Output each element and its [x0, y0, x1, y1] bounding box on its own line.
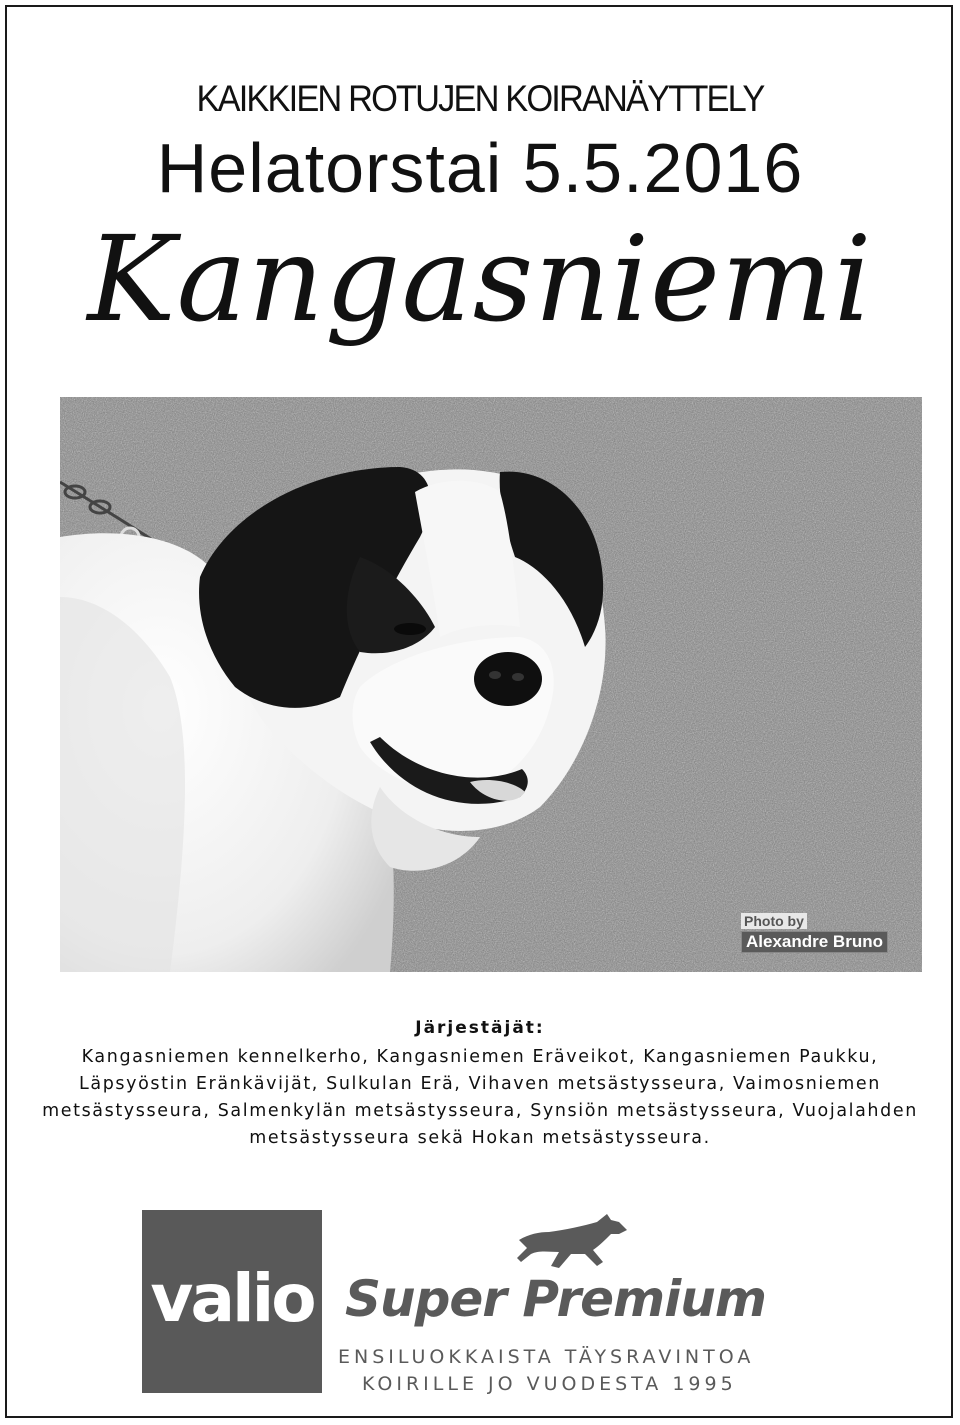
event-location: Kangasniemi	[87, 210, 873, 348]
event-title: KAIKKIEN ROTUJEN KOIRANÄYTTELY	[196, 78, 764, 119]
organizers-list: Kangasniemen kennelkerho, Kangasniemen Eräveikot, Kangasniemen Paukku, Läpsyöstin Eränkävijät, Sulkulan Erä, Vihaven metsästysseura, Vaimosniemen metsästysseura, Salmenkylän metsästysseura, Synsiön metsästysseura, Vuojalahden metsästysseura sekä Hokan metsästysseura.	[42, 1047, 918, 1148]
product-tagline-2: KOIRILLE JO VUODESTA 1995	[362, 1373, 737, 1395]
event-date: Helatorstai 5.5.2016	[156, 129, 804, 207]
dog-photo	[60, 397, 922, 972]
valio-logo	[142, 1210, 322, 1393]
organizers-heading: Järjestäjät:	[415, 1018, 545, 1038]
product-tagline-1: ENSILUOKKAISTA TÄYSRAVINTOA	[338, 1346, 755, 1368]
running-dog-icon	[515, 1210, 635, 1272]
photo-credit	[737, 912, 907, 956]
photo-credit-label: Photo by	[741, 913, 807, 929]
photo-credit-author: Alexandre Bruno	[741, 931, 888, 953]
valio-logo-text: valio	[150, 1260, 314, 1337]
product-name: Super Premium	[345, 1270, 766, 1328]
